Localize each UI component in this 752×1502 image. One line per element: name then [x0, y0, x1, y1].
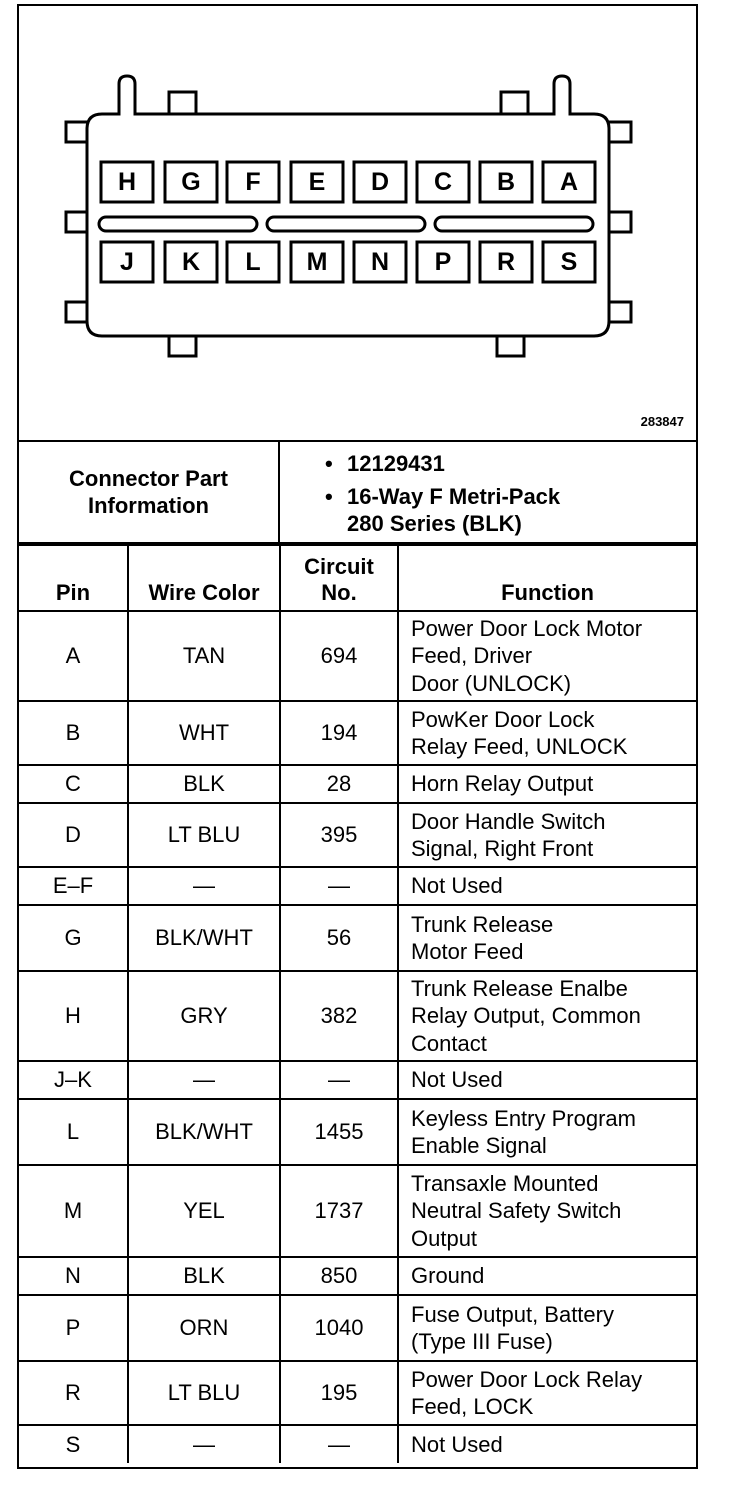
circuit-cell: 694	[280, 611, 398, 701]
pin-cell: C	[19, 765, 128, 803]
circuit-cell: 1040	[280, 1295, 398, 1361]
function-line: Fuse Output, Battery	[411, 1301, 614, 1327]
header-circuit-line1: Circuit	[304, 554, 374, 579]
pin-cell: H	[19, 971, 128, 1061]
wire-color-cell: BLK/WHT	[128, 1099, 280, 1165]
function-cell	[398, 1295, 696, 1361]
pinout-row	[19, 1361, 696, 1425]
circuit-cell: 195	[280, 1361, 398, 1425]
header-pin: Pin	[19, 545, 128, 611]
connector-info-label-line2: Information	[87, 493, 209, 518]
function-line: Door (UNLOCK)	[411, 670, 572, 696]
circuit-cell: —	[280, 1425, 398, 1463]
connector-description-item	[325, 483, 560, 537]
pin-cavity-label: F	[245, 168, 261, 196]
function-cell	[398, 867, 696, 905]
pin-cell: B	[19, 701, 128, 765]
function-line: Ground	[411, 1263, 485, 1289]
function-cell	[398, 803, 696, 867]
function-line: Signal, Right Front	[411, 836, 594, 861]
connector-info-values	[325, 450, 560, 537]
pin-cavity-label: C	[433, 168, 453, 196]
circuit-cell: 28	[280, 765, 398, 803]
function-line: Not Used	[411, 1067, 503, 1093]
pin-cavity-label: S	[560, 248, 578, 276]
function-cell	[398, 1257, 696, 1295]
pin-cavity-label: B	[496, 168, 516, 196]
function-line: Horn Relay Output	[411, 771, 594, 797]
function-line: Contact	[411, 1030, 487, 1056]
function-cell	[398, 611, 696, 701]
function-line: Output	[411, 1225, 478, 1251]
wire-color-cell: YEL	[128, 1165, 280, 1257]
wire-color-cell: BLK	[128, 1257, 280, 1295]
circuit-cell: —	[280, 1061, 398, 1099]
circuit-cell: 1455	[280, 1099, 398, 1165]
wire-color-cell: BLK/WHT	[128, 905, 280, 971]
pinout-row	[19, 971, 696, 1061]
circuit-cell: 382	[280, 971, 398, 1061]
circuit-cell: 395	[280, 803, 398, 867]
pinout-row	[19, 611, 696, 701]
pin-cavity-label: R	[496, 248, 516, 276]
pin-cavity-label: L	[245, 248, 261, 276]
function-cell	[398, 1425, 696, 1463]
wire-color-cell: —	[128, 1061, 280, 1099]
pinout-row	[19, 803, 696, 867]
bullet: •	[325, 451, 333, 476]
function-line: Relay Output, Common	[411, 1003, 641, 1029]
function-cell	[398, 765, 696, 803]
pin-cavity-label: K	[181, 248, 201, 276]
pinout-table	[19, 544, 696, 1463]
pin-cavity-label: G	[181, 168, 201, 196]
pinout-row	[19, 1257, 696, 1295]
pin-cell: D	[19, 803, 128, 867]
pin-cavity-label: E	[308, 168, 326, 196]
function-line: Feed, Driver	[411, 643, 533, 669]
function-line: Relay Feed, UNLOCK	[411, 734, 628, 759]
connector-diagram	[19, 6, 696, 440]
pin-cell: A	[19, 611, 128, 701]
circuit-cell: 194	[280, 701, 398, 765]
header-circuit	[280, 545, 398, 611]
header-circuit-line2: No.	[321, 580, 357, 605]
part-number-item	[325, 450, 560, 477]
function-line: Door Handle Switch	[411, 808, 606, 834]
pin-cell: G	[19, 905, 128, 971]
function-line: Transaxle Mounted	[411, 1170, 599, 1196]
pin-cell: R	[19, 1361, 128, 1425]
function-line: (Type III Fuse)	[411, 1329, 553, 1354]
bullet: •	[325, 484, 333, 509]
function-cell	[398, 1361, 696, 1425]
function-line: Trunk Release Enalbe	[411, 975, 628, 1001]
function-line: Feed, LOCK	[411, 1394, 534, 1419]
pin-cell: P	[19, 1295, 128, 1361]
function-cell	[398, 1061, 696, 1099]
pinout-header-row	[19, 545, 696, 611]
wire-color-cell: —	[128, 867, 280, 905]
function-line: Power Door Lock Motor	[411, 615, 643, 641]
pinout-row	[19, 1061, 696, 1099]
connector-info-label-line1: Connector Part	[69, 466, 228, 491]
header-function: Function	[398, 545, 696, 611]
pinout-row	[19, 701, 696, 765]
figure-id: 283847	[640, 414, 684, 429]
function-cell	[398, 1099, 696, 1165]
pin-cell: M	[19, 1165, 128, 1257]
function-line: Not Used	[411, 873, 503, 899]
function-line: Motor Feed	[411, 939, 524, 964]
function-line: PowKer Door Lock	[411, 706, 595, 732]
wire-color-cell: —	[128, 1425, 280, 1463]
pin-cavity-label: N	[370, 248, 390, 276]
part-number: 12129431	[347, 451, 445, 476]
function-line: Neutral Safety Switch	[411, 1198, 622, 1224]
pin-cell: E–F	[19, 867, 128, 905]
pinout-row	[19, 867, 696, 905]
pin-cell: S	[19, 1425, 128, 1463]
pinout-row	[19, 1165, 696, 1257]
pin-cavity-label: P	[434, 248, 452, 276]
pin-cavity-label: J	[120, 248, 134, 276]
function-cell	[398, 905, 696, 971]
pinout-row	[19, 1425, 696, 1463]
pinout-row	[19, 1099, 696, 1165]
pin-cell: L	[19, 1099, 128, 1165]
connector-outline-drawing	[19, 6, 696, 440]
pin-cavity-label: A	[559, 168, 579, 196]
function-cell	[398, 971, 696, 1061]
function-line: Enable Signal	[411, 1133, 547, 1158]
function-line: Keyless Entry Program	[411, 1105, 636, 1131]
wire-color-cell: GRY	[128, 971, 280, 1061]
connector-info-row	[19, 440, 696, 544]
circuit-cell: 1737	[280, 1165, 398, 1257]
function-cell	[398, 1165, 696, 1257]
function-line: Trunk Release	[411, 911, 554, 937]
function-cell	[398, 701, 696, 765]
connector-sheet	[17, 4, 698, 1469]
connector-description-line1: 16-Way F Metri-Pack	[347, 484, 561, 509]
circuit-cell: —	[280, 867, 398, 905]
pin-cell: J–K	[19, 1061, 128, 1099]
pin-cell: N	[19, 1257, 128, 1295]
header-wire-color: Wire Color	[128, 545, 280, 611]
circuit-cell: 850	[280, 1257, 398, 1295]
wire-color-cell: LT BLU	[128, 1361, 280, 1425]
connector-info-label	[19, 442, 280, 542]
wire-color-cell: TAN	[128, 611, 280, 701]
function-line: Not Used	[411, 1431, 503, 1457]
wire-color-cell: ORN	[128, 1295, 280, 1361]
wire-color-cell: BLK	[128, 765, 280, 803]
pinout-row	[19, 1295, 696, 1361]
function-line: Power Door Lock Relay	[411, 1366, 643, 1392]
pin-cavity-label: H	[117, 168, 137, 196]
connector-description-line2: 280 Series (BLK)	[347, 511, 522, 536]
circuit-cell: 56	[280, 905, 398, 971]
pin-cavity-label: D	[370, 168, 390, 196]
pin-cavity-label: M	[306, 248, 328, 276]
pinout-row	[19, 765, 696, 803]
wire-color-cell: WHT	[128, 701, 280, 765]
wire-color-cell: LT BLU	[128, 803, 280, 867]
pinout-row	[19, 905, 696, 971]
